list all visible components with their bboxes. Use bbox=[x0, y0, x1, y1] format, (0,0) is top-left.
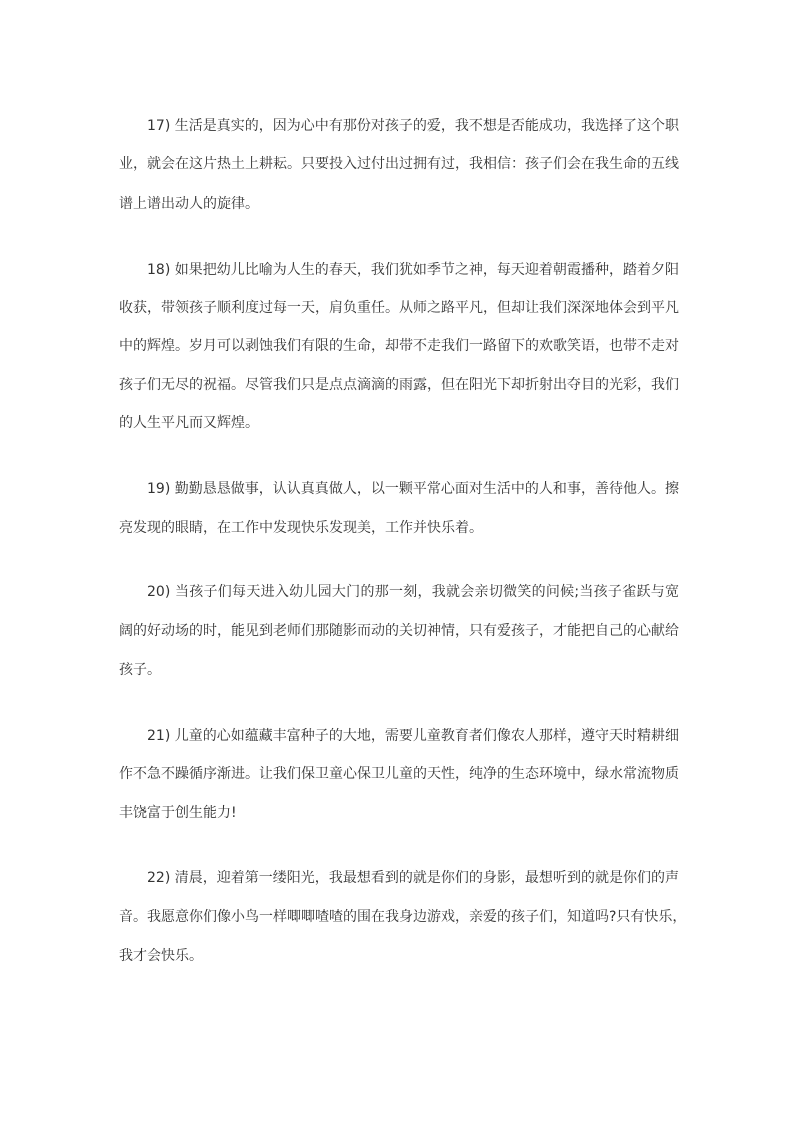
paragraph-line: 阔的好动场的时，能见到老师们那随影而动的关切神情，只有爱孩子，才能把自己的心献给 bbox=[119, 623, 679, 639]
paragraph-line: 18) 如果把幼儿比喻为人生的春天，我们犹如季节之神，每天迎着朝霞播种，踏着夕阳 bbox=[147, 262, 679, 278]
paragraph-line: 中的辉煌。岁月可以剥蚀我们有限的生命，却带不走我们一路留下的欢歌笑语，也带不走对 bbox=[119, 338, 679, 354]
paragraph-line: 20) 当孩子们每天进入幼儿园大门的那一刻，我就会亲切微笑的问候;当孩子雀跃与宽 bbox=[147, 584, 679, 600]
paragraph-line: 亮发现的眼睛，在工作中发现快乐发现美，工作并快乐着。 bbox=[119, 520, 483, 536]
paragraph-line: 21) 儿童的心如蕴藏丰富种子的大地，需要儿童教育者们像农人那样，遵守天时精耕细 bbox=[147, 728, 679, 744]
paragraph-line: 作不急不躁循序渐进。让我们保卫童心保卫儿童的天性，纯净的生态环境中，绿水常流物质 bbox=[119, 766, 679, 782]
paragraph-line: 19) 勤勤恳恳做事，认认真真做人，以一颗平常心面对生活中的人和事，善待他人。擦 bbox=[147, 481, 679, 497]
paragraph-line: 孩子。 bbox=[119, 662, 161, 678]
paragraph-line: 17) 生活是真实的，因为心中有那份对孩子的爱，我不想是否能成功，我选择了这个职 bbox=[147, 118, 679, 134]
paragraph-line: 孩子们无尽的祝福。尽管我们只是点点滴滴的雨露，但在阳光下却折射出夺目的光彩，我们 bbox=[119, 377, 679, 393]
paragraph-line: 业，就会在这片热土上耕耘。只要投入过付出过拥有过，我相信：孩子们会在我生命的五线 bbox=[119, 156, 679, 172]
paragraph-line: 的人生平凡而又辉煌。 bbox=[119, 415, 259, 431]
paragraph-line: 谱上谱出动人的旋律。 bbox=[119, 196, 259, 212]
paragraph-line: 我才会快乐。 bbox=[119, 948, 203, 964]
paragraph-line: 丰饶富于创生能力! bbox=[119, 805, 237, 821]
paragraph-line: 收获，带领孩子顺利度过每一天，肩负重任。从师之路平凡，但却让我们深深地体会到平凡 bbox=[119, 300, 679, 316]
paragraph-line: 音。我愿意你们像小鸟一样唧唧喳喳的围在我身边游戏，亲爱的孩子们，知道吗?只有快乐， bbox=[119, 909, 687, 925]
paragraph-line: 22) 清晨，迎着第一缕阳光，我最想看到的就是你们的身影，最想听到的就是你们的声 bbox=[147, 870, 679, 886]
